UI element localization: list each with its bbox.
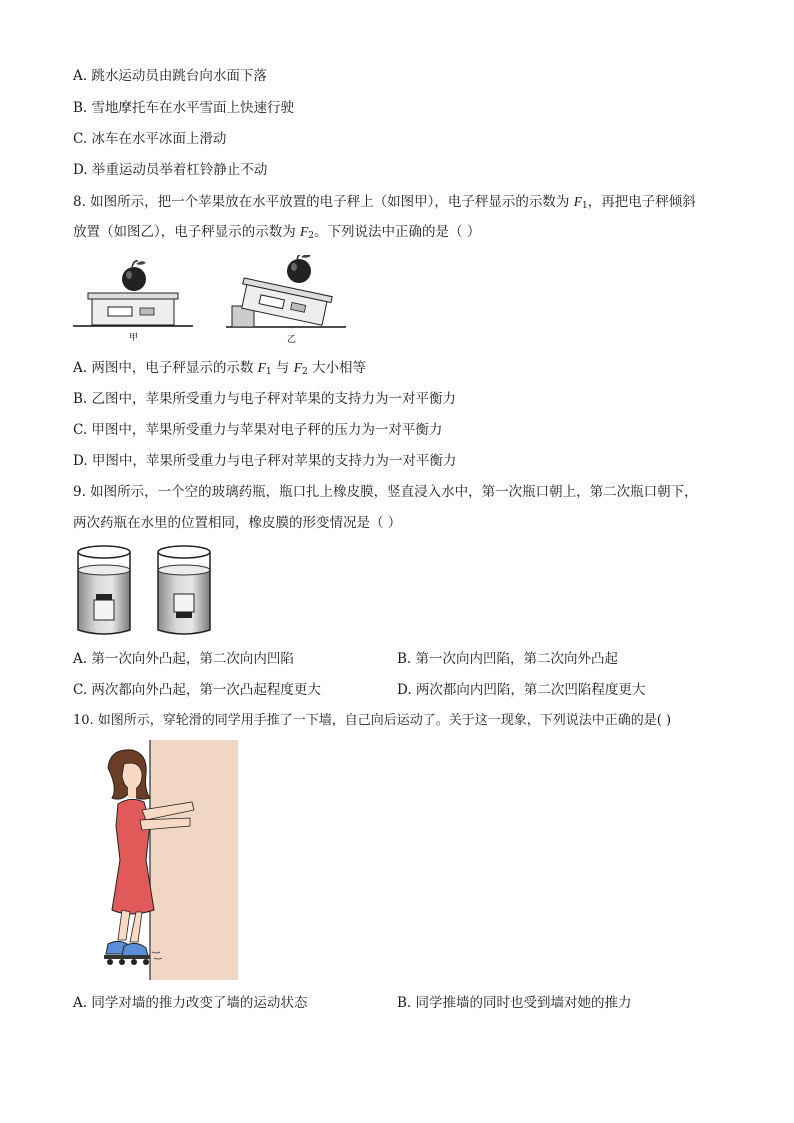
q9-option-d: D. 两次都向内凹陷，第二次凹陷程度更大 <box>397 682 646 698</box>
var-subscript: 1 <box>581 201 588 211</box>
fig-label-jia: 甲 <box>129 333 139 343</box>
q8-stem-line2 <box>73 223 480 245</box>
var-f: F <box>293 360 302 375</box>
var-f: F <box>573 194 582 209</box>
q8-option-c: C. 甲图中，苹果所受重力与苹果对电子秤的压力为一对平衡力 <box>73 422 443 438</box>
q8-stem-text: ，再把电子秤倾斜 <box>587 194 696 210</box>
q8-stem-line1 <box>73 193 696 215</box>
q8-stem-text: 8. 如图所示，把一个苹果放在水平放置的电子秤上（如图甲），电子秤显示的示数为 <box>73 194 574 210</box>
fig-label-yi: 乙 <box>287 335 297 345</box>
var-subscript: 2 <box>301 367 308 377</box>
q7-option-d: D. 举重运动员举着杠铃静止不动 <box>73 162 268 178</box>
var-f: F <box>300 224 309 239</box>
q8-stem-text: 。下列说法中正确的是（ ） <box>314 224 481 240</box>
q10-figure-skater-wall <box>100 740 242 982</box>
q10-stem: 10. 如图所示，穿轮滑的同学用手推了一下墙，自己向后运动了。关于这一现象，下列说法中正确的是( ) <box>73 713 672 728</box>
q8-option-text: 与 <box>271 360 294 376</box>
q7-option-a: A. 跳水运动员由跳台向水面下落 <box>73 68 267 84</box>
beaker-mouth-up <box>78 546 130 634</box>
q7-option-c: C. 冰车在水平冰面上滑动 <box>73 131 227 147</box>
q8-option-a <box>73 359 366 381</box>
q9-option-c: C. 两次都向外凸起，第一次凸起程度更大 <box>73 682 321 698</box>
q8-option-text: A. 两图中，电子秤显示的示数 <box>73 360 258 376</box>
q9-figure-beakers <box>72 544 222 638</box>
beaker-mouth-down <box>158 546 210 634</box>
q9-option-a: A. 第一次向外凸起，第二次向内凹陷 <box>73 651 294 667</box>
flat-scale <box>73 261 193 326</box>
var-subscript: 1 <box>265 367 272 377</box>
q9-stem-line2: 两次药瓶在水里的位置相同，橡皮膜的形变情况是（ ） <box>73 515 402 531</box>
q10-option-a: A. 同学对墙的推力改变了墙的运动状态 <box>73 995 308 1011</box>
q8-stem-text: 放置（如图乙），电子秤显示的示数为 <box>73 224 301 240</box>
q8-option-d: D. 甲图中，苹果所受重力与电子秤对苹果的支持力为一对平衡力 <box>73 453 457 469</box>
q9-stem-line1: 9. 如图所示，一个空的玻璃药瓶，瓶口扎上橡皮膜，竖直浸入水中，第一次瓶口朝上，第二次瓶口朝下， <box>73 484 698 500</box>
q8-figure-scales <box>70 255 350 345</box>
q10-option-b: B. 同学推墙的同时也受到墙对她的推力 <box>397 995 632 1011</box>
q8-option-b: B. 乙图中，苹果所受重力与电子秤对苹果的支持力为一对平衡力 <box>73 391 457 407</box>
q7-option-b: B. 雪地摩托车在水平雪面上快速行驶 <box>73 100 295 116</box>
var-subscript: 2 <box>308 231 315 241</box>
tilted-scale <box>226 255 346 327</box>
q8-option-text: 大小相等 <box>307 360 366 376</box>
var-f: F <box>257 360 266 375</box>
q9-option-b: B. 第一次向内凹陷，第二次向外凸起 <box>397 651 619 667</box>
